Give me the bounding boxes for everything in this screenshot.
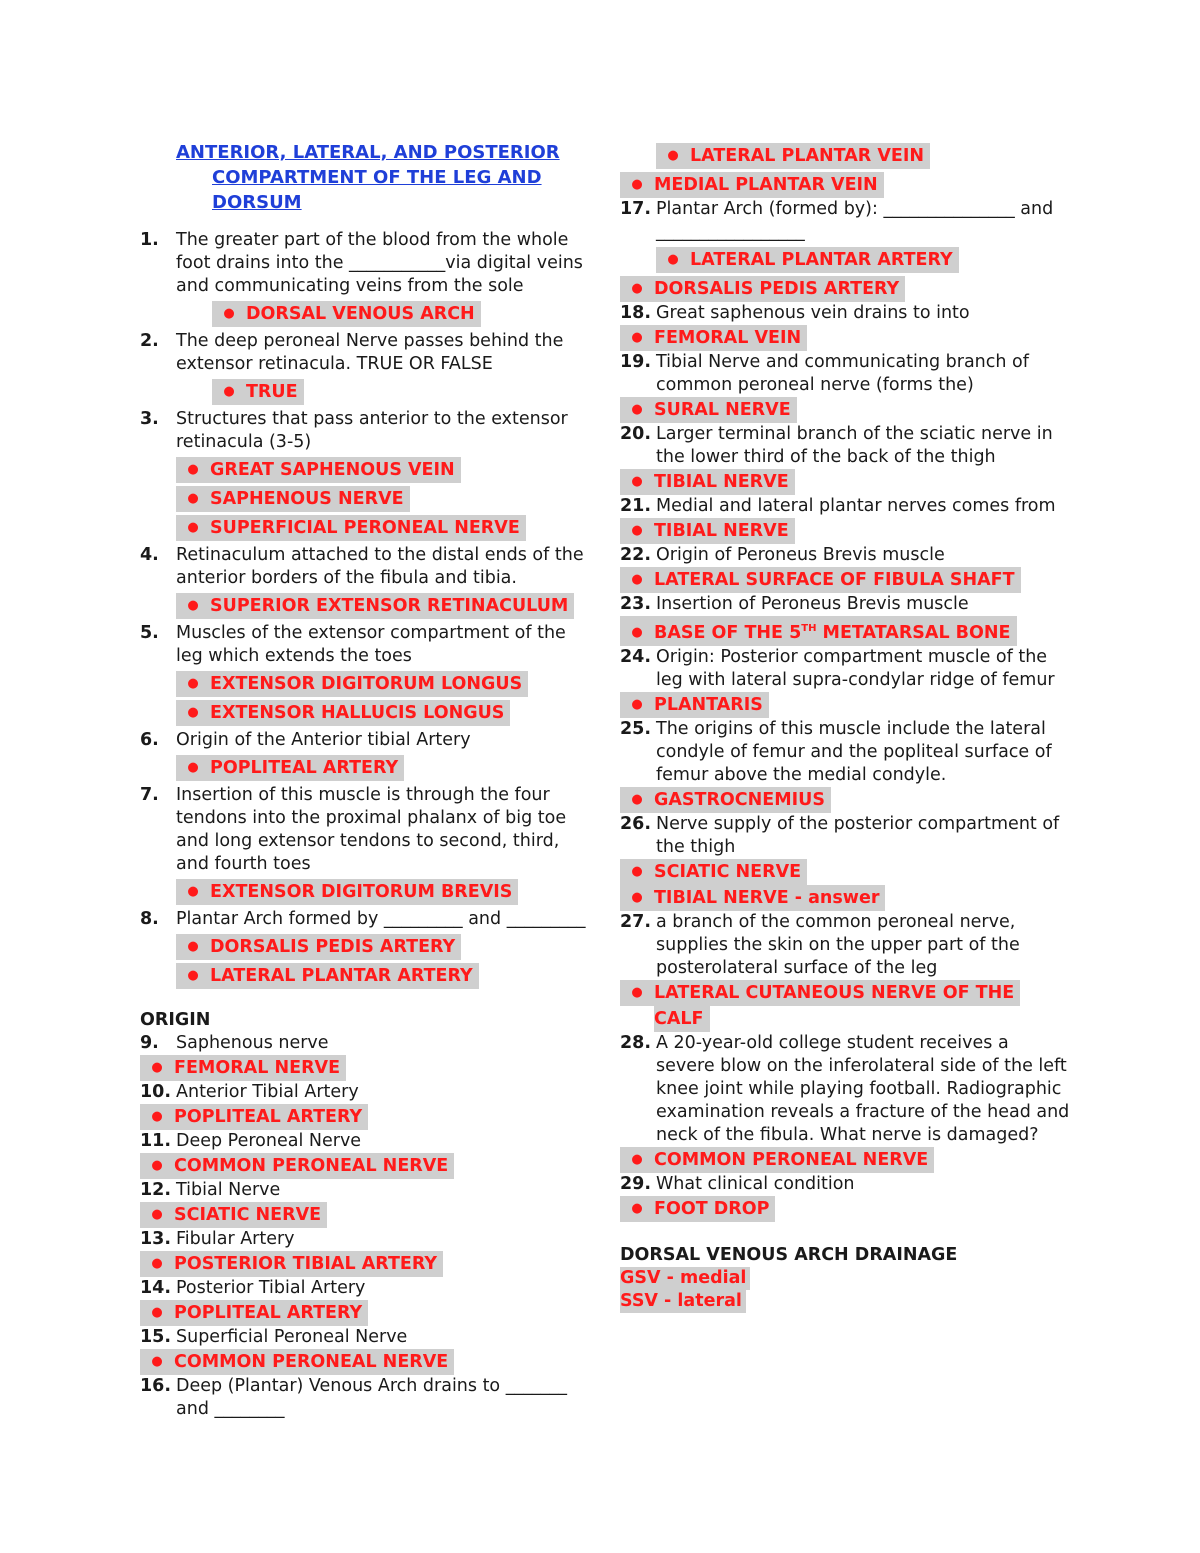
question-number: 6. bbox=[140, 730, 159, 750]
question-28 bbox=[620, 1032, 1070, 1147]
question-number: 24. bbox=[620, 646, 652, 667]
answer-17a bbox=[656, 247, 1070, 273]
document-title[interactable] bbox=[140, 140, 590, 215]
question-text: What clinical condition bbox=[656, 1173, 855, 1194]
answer-6 bbox=[176, 755, 590, 781]
question-text: Origin of Peroneus Brevis muscle bbox=[656, 545, 945, 565]
bullet-icon: ● bbox=[151, 1305, 163, 1320]
question-number: 12. bbox=[140, 1180, 172, 1200]
bullet-icon: ● bbox=[151, 1109, 163, 1124]
question-22 bbox=[620, 544, 1070, 567]
question-number: 15. bbox=[140, 1327, 172, 1347]
drainage-gsv-text: GSV - medial bbox=[620, 1267, 750, 1290]
title-line-3: DORSUM bbox=[212, 192, 302, 213]
answer-21 bbox=[620, 518, 1070, 544]
answer-22 bbox=[620, 567, 1070, 593]
answer-text: GASTROCNEMIUS bbox=[654, 789, 825, 810]
question-number: 7. bbox=[140, 785, 159, 805]
title-line-2: COMPARTMENT OF THE LEG AND bbox=[212, 167, 542, 188]
bullet-icon: ● bbox=[667, 148, 679, 163]
question-text: A 20-year-old college student receives a severe blow on the inferolateral side of the left knee joint while playing football. Radiographic examination reveals a fracture of the head and neck of the fibula. What nerve is damaged? bbox=[656, 1032, 1070, 1145]
question-text: Superficial Peroneal Nerve bbox=[176, 1327, 408, 1347]
answer-text: LATERAL PLANTAR ARTERY bbox=[690, 250, 953, 270]
question-text: Origin: Posterior compartment muscle of the leg with lateral supra-condylar ridge of femur bbox=[656, 646, 1055, 690]
question-number: 8. bbox=[140, 909, 159, 929]
answer-text: TIBIAL NERVE bbox=[654, 521, 789, 541]
question-text: Retinaculum attached to the distal ends of the anterior borders of the fibula and tibia. bbox=[176, 545, 584, 588]
bullet-icon: ● bbox=[187, 884, 199, 899]
answer-18 bbox=[620, 325, 1070, 351]
question-number: 25. bbox=[620, 718, 652, 739]
question-16 bbox=[140, 1375, 590, 1421]
bullet-icon: ● bbox=[631, 281, 643, 296]
bullet-icon: ● bbox=[631, 177, 643, 192]
question-number: 4. bbox=[140, 545, 159, 565]
answer-superscript: TH bbox=[801, 623, 817, 634]
answer-text: SURAL NERVE bbox=[654, 400, 791, 420]
question-number: 13. bbox=[140, 1229, 172, 1249]
answer-text: TRUE bbox=[246, 382, 298, 402]
answer-13 bbox=[140, 1251, 590, 1277]
question-number: 19. bbox=[620, 352, 652, 372]
question-18 bbox=[620, 302, 1070, 325]
question-20 bbox=[620, 423, 1070, 469]
question-5 bbox=[140, 622, 590, 668]
question-text: Tibial Nerve bbox=[176, 1180, 281, 1200]
answer-1 bbox=[212, 301, 590, 327]
answer-text: LATERAL PLANTAR ARTERY bbox=[210, 966, 473, 986]
bullet-icon: ● bbox=[631, 474, 643, 489]
question-2 bbox=[140, 330, 590, 376]
answer-text: POSTERIOR TIBIAL ARTERY bbox=[174, 1254, 438, 1274]
answer-8b bbox=[176, 963, 590, 989]
question-8 bbox=[140, 908, 590, 931]
answer-text: FOOT DROP bbox=[654, 1198, 770, 1219]
origin-heading: ORIGIN bbox=[140, 1010, 211, 1030]
answer-text: SCIATIC NERVE bbox=[174, 1205, 322, 1225]
answer-text: MEDIAL PLANTAR VEIN bbox=[654, 175, 878, 195]
bullet-icon: ● bbox=[631, 889, 643, 905]
question-number: 17. bbox=[620, 199, 652, 219]
bullet-icon: ● bbox=[631, 523, 643, 538]
question-23 bbox=[620, 593, 1070, 616]
answer-16a bbox=[656, 143, 1070, 169]
answer-text: EXTENSOR DIGITORUM BREVIS bbox=[210, 882, 513, 902]
question-text: The origins of this muscle include the lateral condyle of femur and the popliteal surface of femur above the medial condyle. bbox=[656, 718, 1052, 785]
answer-text: COMMON PERONEAL NERVE bbox=[174, 1352, 449, 1372]
bullet-icon: ● bbox=[151, 1354, 163, 1369]
answer-text: SUPERFICIAL PERONEAL NERVE bbox=[210, 518, 520, 538]
answer-3b bbox=[176, 486, 590, 512]
question-number: 23. bbox=[620, 594, 652, 614]
bullet-icon: ● bbox=[187, 939, 199, 954]
bullet-icon: ● bbox=[187, 968, 199, 983]
question-number: 14. bbox=[140, 1278, 172, 1298]
title-line-1: ANTERIOR, LATERAL, AND POSTERIOR bbox=[176, 142, 560, 163]
answer-16b bbox=[620, 172, 1070, 198]
question-26 bbox=[620, 813, 1070, 859]
answer-text: EXTENSOR DIGITORUM LONGUS bbox=[210, 674, 523, 694]
question-21 bbox=[620, 495, 1070, 518]
right-column bbox=[620, 140, 1070, 1313]
bullet-icon: ● bbox=[631, 572, 643, 587]
answer-26b bbox=[620, 885, 1070, 911]
question-number: 11. bbox=[140, 1131, 172, 1151]
question-text: Plantar Arch formed by _________ and _________ bbox=[176, 909, 586, 929]
question-text: Anterior Tibial Artery bbox=[176, 1082, 359, 1102]
answer-24 bbox=[620, 692, 1070, 718]
question-25 bbox=[620, 718, 1070, 787]
answer-text: EXTENSOR HALLUCIS LONGUS bbox=[210, 703, 505, 723]
answer-27 bbox=[620, 980, 1070, 1032]
answer-3a bbox=[176, 457, 590, 483]
answer-text: FEMORAL NERVE bbox=[174, 1058, 341, 1078]
question-text: Deep Peroneal Nerve bbox=[176, 1131, 362, 1151]
question-text: a branch of the common peroneal nerve, supplies the skin on the upper part of the posterolateral surface of the leg bbox=[656, 911, 1020, 978]
question-number: 21. bbox=[620, 496, 652, 516]
answer-text: TIBIAL NERVE bbox=[654, 472, 789, 492]
bullet-icon: ● bbox=[151, 1256, 163, 1271]
answer-text: SCIATIC NERVE bbox=[654, 861, 802, 882]
question-19 bbox=[620, 351, 1070, 397]
answer-17b bbox=[620, 276, 1070, 302]
question-13 bbox=[140, 1228, 590, 1251]
answer-15 bbox=[140, 1349, 590, 1375]
bullet-icon: ● bbox=[187, 598, 199, 613]
question-24 bbox=[620, 646, 1070, 692]
answer-text: LATERAL SURFACE OF FIBULA SHAFT bbox=[654, 570, 1015, 590]
bullet-icon: ● bbox=[223, 306, 235, 321]
answer-12 bbox=[140, 1202, 590, 1228]
bullet-icon: ● bbox=[631, 863, 643, 879]
answer-text: FEMORAL VEIN bbox=[654, 328, 802, 348]
answer-text: LATERAL CUTANEOUS NERVE OF THE bbox=[654, 982, 1015, 1003]
answer-text: SUPERIOR EXTENSOR RETINACULUM bbox=[210, 596, 569, 616]
question-number: 28. bbox=[620, 1032, 652, 1053]
answer-text: SAPHENOUS NERVE bbox=[210, 489, 404, 509]
question-text: Plantar Arch (formed by): _______________ and _________________ bbox=[656, 199, 1054, 242]
question-number: 1. bbox=[140, 230, 159, 250]
answer-text: POPLITEAL ARTERY bbox=[174, 1107, 363, 1127]
question-12 bbox=[140, 1179, 590, 1202]
bullet-icon: ● bbox=[667, 252, 679, 267]
question-text: Deep (Plantar) Venous Arch drains to _______ and ________ bbox=[176, 1376, 567, 1419]
question-text: Nerve supply of the posterior compartment of the thigh bbox=[656, 813, 1060, 857]
question-number: 5. bbox=[140, 623, 159, 643]
answer-7 bbox=[176, 879, 590, 905]
drainage-heading: DORSAL VENOUS ARCH DRAINAGE bbox=[620, 1244, 958, 1265]
bullet-icon: ● bbox=[631, 402, 643, 417]
question-text: Medial and lateral plantar nerves comes from bbox=[656, 496, 1056, 516]
bullet-icon: ● bbox=[187, 705, 199, 720]
answer-text: DORSALIS PEDIS ARTERY bbox=[210, 937, 456, 957]
bullet-icon: ● bbox=[631, 791, 643, 807]
question-text: The greater part of the blood from the whole foot drains into the ___________via digital veins and communicating veins from the sole bbox=[176, 230, 583, 296]
bullet-icon: ● bbox=[187, 491, 199, 506]
drainage-ssv bbox=[620, 1290, 1070, 1313]
question-number: 3. bbox=[140, 409, 159, 429]
answer-8a bbox=[176, 934, 590, 960]
answer-10 bbox=[140, 1104, 590, 1130]
bullet-icon: ● bbox=[187, 760, 199, 775]
answer-5b bbox=[176, 700, 590, 726]
answer-text: BASE OF THE 5 bbox=[654, 622, 802, 643]
bullet-icon: ● bbox=[223, 384, 235, 399]
bullet-icon: ● bbox=[631, 330, 643, 345]
answer-text: CALF bbox=[654, 1008, 704, 1029]
question-text: Insertion of Peroneus Brevis muscle bbox=[656, 594, 969, 614]
question-text: Fibular Artery bbox=[176, 1229, 295, 1249]
left-column bbox=[140, 140, 590, 1421]
bullet-icon: ● bbox=[151, 1158, 163, 1173]
question-text: Structures that pass anterior to the extensor retinacula (3-5) bbox=[176, 409, 568, 452]
question-number: 29. bbox=[620, 1173, 652, 1194]
question-number: 9. bbox=[140, 1033, 159, 1053]
bullet-icon: ● bbox=[631, 1200, 643, 1216]
question-27 bbox=[620, 911, 1070, 980]
question-11 bbox=[140, 1130, 590, 1153]
question-text: Great saphenous vein drains to into bbox=[656, 303, 970, 323]
question-text: Posterior Tibial Artery bbox=[176, 1278, 366, 1298]
question-text: Insertion of this muscle is through the four tendons into the proximal phalanx of big toe and long extensor tendons to second, third, and fourth toes bbox=[176, 785, 567, 874]
answer-23 bbox=[620, 616, 1070, 646]
bullet-icon: ● bbox=[187, 520, 199, 535]
question-number: 26. bbox=[620, 813, 652, 834]
answer-3c bbox=[176, 515, 590, 541]
question-number: 22. bbox=[620, 545, 652, 565]
answer-29 bbox=[620, 1196, 1070, 1222]
question-4 bbox=[140, 544, 590, 590]
question-number: 16. bbox=[140, 1376, 172, 1396]
answer-28 bbox=[620, 1147, 1070, 1173]
answer-text: TIBIAL NERVE - answer bbox=[654, 887, 880, 908]
answer-text: POPLITEAL ARTERY bbox=[210, 758, 399, 778]
answer-11 bbox=[140, 1153, 590, 1179]
answer-4 bbox=[176, 593, 590, 619]
answer-5a bbox=[176, 671, 590, 697]
answer-text: POPLITEAL ARTERY bbox=[174, 1303, 363, 1323]
question-15 bbox=[140, 1326, 590, 1349]
bullet-icon: ● bbox=[631, 696, 643, 712]
question-9 bbox=[140, 1032, 590, 1055]
answer-20 bbox=[620, 469, 1070, 495]
question-3 bbox=[140, 408, 590, 454]
answer-text: DORSALIS PEDIS ARTERY bbox=[654, 279, 900, 299]
answer-9 bbox=[140, 1055, 590, 1081]
question-text: Origin of the Anterior tibial Artery bbox=[176, 730, 471, 750]
bullet-icon: ● bbox=[631, 984, 643, 1000]
question-text: Larger terminal branch of the sciatic nerve in the lower third of the back of the thigh bbox=[656, 424, 1053, 467]
question-29 bbox=[620, 1173, 1070, 1196]
bullet-icon: ● bbox=[187, 462, 199, 477]
question-number: 2. bbox=[140, 331, 159, 351]
answer-26a bbox=[620, 859, 1070, 885]
answer-text: COMMON PERONEAL NERVE bbox=[174, 1156, 449, 1176]
answer-text: DORSAL VENOUS ARCH bbox=[246, 304, 475, 324]
question-10 bbox=[140, 1081, 590, 1104]
question-6 bbox=[140, 729, 590, 752]
bullet-icon: ● bbox=[187, 676, 199, 691]
question-17 bbox=[620, 198, 1070, 244]
answer-2 bbox=[212, 379, 590, 405]
bullet-icon: ● bbox=[631, 624, 643, 640]
answer-text: LATERAL PLANTAR VEIN bbox=[690, 146, 925, 166]
bullet-icon: ● bbox=[631, 1151, 643, 1167]
question-text: The deep peroneal Nerve passes behind the extensor retinacula. TRUE OR FALSE bbox=[176, 331, 564, 374]
answer-19 bbox=[620, 397, 1070, 423]
question-text: Muscles of the extensor compartment of the leg which extends the toes bbox=[176, 623, 566, 666]
question-number: 10. bbox=[140, 1082, 172, 1102]
question-number: 20. bbox=[620, 424, 652, 444]
bullet-icon: ● bbox=[151, 1207, 163, 1222]
answer-text: GREAT SAPHENOUS VEIN bbox=[210, 460, 455, 480]
question-text: Tibial Nerve and communicating branch of common peroneal nerve (forms the) bbox=[656, 352, 1029, 395]
question-1 bbox=[140, 229, 590, 298]
answer-text: METATARSAL BONE bbox=[816, 622, 1011, 643]
question-number: 18. bbox=[620, 303, 652, 323]
answer-text: PLANTARIS bbox=[654, 694, 763, 715]
question-7 bbox=[140, 784, 590, 876]
drainage-ssv-text: SSV - lateral bbox=[620, 1290, 746, 1313]
question-text: Saphenous nerve bbox=[176, 1033, 329, 1053]
drainage-gsv bbox=[620, 1267, 1070, 1290]
question-number: 27. bbox=[620, 911, 652, 932]
question-14 bbox=[140, 1277, 590, 1300]
answer-14 bbox=[140, 1300, 590, 1326]
bullet-icon: ● bbox=[151, 1060, 163, 1075]
answer-25 bbox=[620, 787, 1070, 813]
answer-text: COMMON PERONEAL NERVE bbox=[654, 1149, 929, 1170]
